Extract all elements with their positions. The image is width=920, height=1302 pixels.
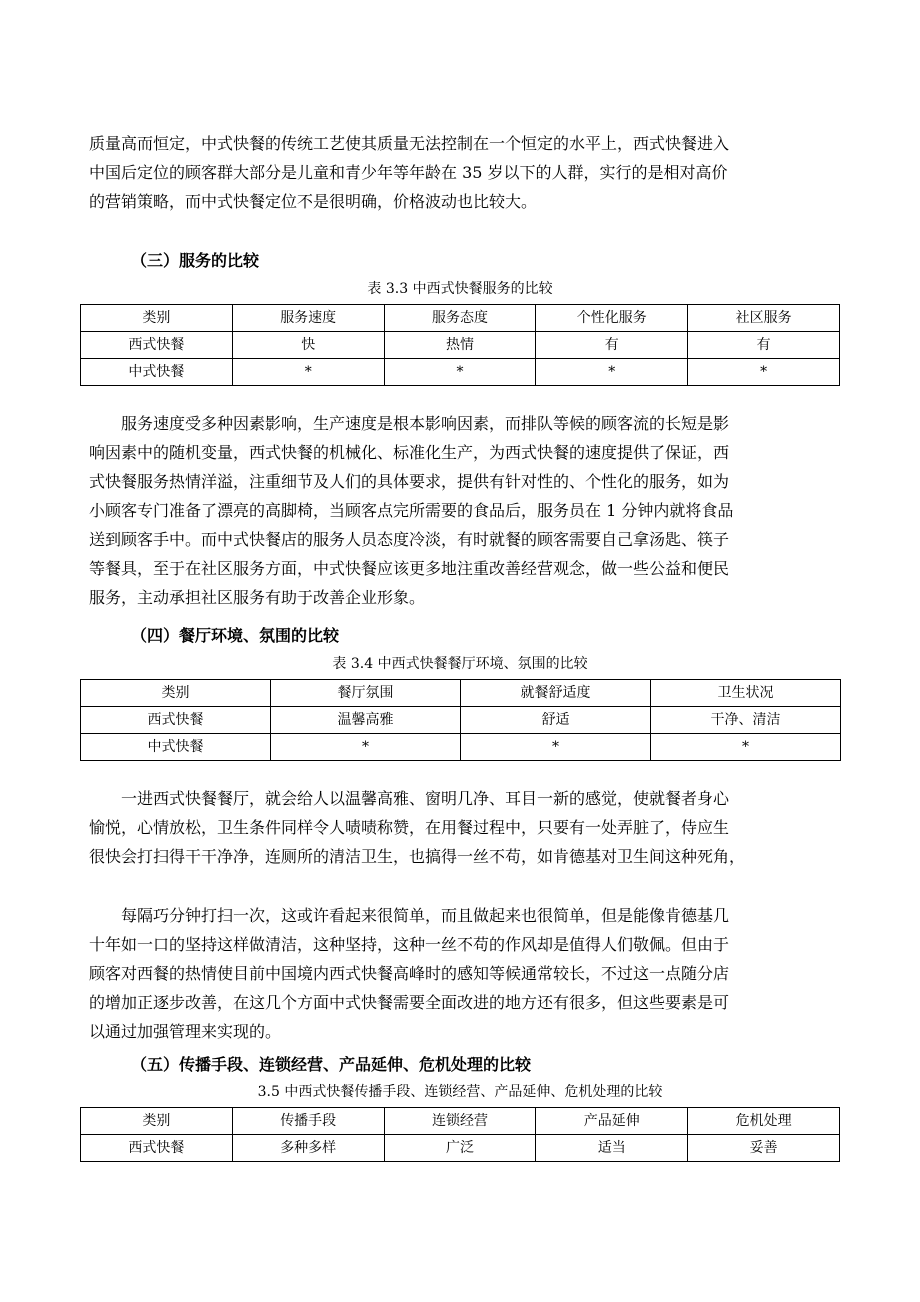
table-cell: * <box>384 359 536 386</box>
section-heading-communication: （五）传播手段、连锁经营、产品延伸、危机处理的比较 <box>131 1055 532 1074</box>
text-line: 式快餐服务热情洋溢，注重细节及人们的具体要求，提供有针对性的、个性化的服务，如为 <box>89 472 730 491</box>
text-line: 中国后定位的顾客群大部分是儿童和青少年等年龄在 35 岁以下的人群，实行的是相对高价 <box>89 163 728 182</box>
table-cell: 危机处理 <box>688 1108 840 1135</box>
table-caption-3-4: 表 3.4 中西式快餐餐厅环境、氛围的比较 <box>332 656 588 672</box>
text-line: 服务，主动承担社区服务有助于改善企业形象。 <box>89 588 426 607</box>
table-cell: * <box>271 734 461 761</box>
section-heading-service: （三）服务的比较 <box>131 251 260 270</box>
text-line: 十年如一口的坚持这样做清洁，这种坚持，这种一丝不苟的作风却是值得人们敬佩。但由于 <box>89 935 730 954</box>
table-cell: 快 <box>232 332 384 359</box>
table-cell: 就餐舒适度 <box>461 680 651 707</box>
table-cell: 热情 <box>384 332 536 359</box>
text-line: 的营销策略，而中式快餐定位不是很明确，价格波动也比较大。 <box>89 192 538 211</box>
table-cell: 个性化服务 <box>536 305 688 332</box>
table-cell: 社区服务 <box>688 305 840 332</box>
table-row <box>81 305 840 332</box>
table-cell: * <box>461 734 651 761</box>
text-line: 小顾客专门准备了漂亮的高脚椅，当顾客点完所需要的食品后，服务员在 1 分钟内就将食品 <box>89 501 734 520</box>
table-row <box>81 1135 840 1162</box>
table-cell: 有 <box>688 332 840 359</box>
table-row <box>81 332 840 359</box>
table-cell: 餐厅氛围 <box>271 680 461 707</box>
text-line: 送到顾客手中。而中式快餐店的服务人员态度冷淡，有时就餐的顾客需要自己拿汤匙、筷子 <box>89 530 730 549</box>
table-cell: 多种多样 <box>232 1135 384 1162</box>
table-cell: 中式快餐 <box>81 359 233 386</box>
text-line: 愉悦，心情放松，卫生条件同样令人啧啧称赞，在用餐过程中，只要有一处弄脏了，侍应生 <box>89 818 730 837</box>
table-cell: 类别 <box>81 1108 233 1135</box>
text-line: 很快会打扫得干干净净，连厕所的清洁卫生，也搞得一丝不苟，如肯德基对卫生间这种死角， <box>89 847 746 866</box>
text-line: 质量高而恒定，中式快餐的传统工艺使其质量无法控制在一个恒定的水平上，西式快餐进入 <box>89 134 730 153</box>
table-cell: * <box>651 734 841 761</box>
table-cell: 产品延伸 <box>536 1108 688 1135</box>
text-line: 顾客对西餐的热情使目前中国境内西式快餐高峰时的感知等候通常较长，不过这一点随分店 <box>89 964 730 983</box>
table-cell: 舒适 <box>461 707 651 734</box>
table-cell: 广泛 <box>384 1135 536 1162</box>
table-caption-3-3: 表 3.3 中西式快餐服务的比较 <box>367 281 553 297</box>
table-cell: 有 <box>536 332 688 359</box>
table-cell: 服务态度 <box>384 305 536 332</box>
table-row <box>81 359 840 386</box>
table-cell: 卫生状况 <box>651 680 841 707</box>
paragraph-service <box>89 409 841 612</box>
table-row <box>81 707 841 734</box>
table-cell: 中式快餐 <box>81 734 271 761</box>
paragraph-cleaning <box>89 901 841 1046</box>
table-cell: 传播手段 <box>232 1108 384 1135</box>
text-line: 每隔巧分钟打扫一次，这或许看起来很简单，而且做起来也很简单，但是能像肯德基几 <box>121 906 730 925</box>
table-cell: 温馨高雅 <box>271 707 461 734</box>
table-cell: 类别 <box>81 680 271 707</box>
table-communication-comparison <box>80 1107 840 1162</box>
table-caption-3-5: 3.5 中西式快餐传播手段、连锁经营、产品延伸、危机处理的比较 <box>257 1084 663 1100</box>
table-row <box>81 1108 840 1135</box>
table-cell: * <box>536 359 688 386</box>
paragraph-pricing <box>89 129 841 216</box>
section-heading-environment: （四）餐厅环境、氛围的比较 <box>131 626 340 645</box>
table-cell: 妥善 <box>688 1135 840 1162</box>
table-environment-comparison <box>80 679 841 761</box>
table-cell: 西式快餐 <box>81 332 233 359</box>
text-line: 服务速度受多种因素影响，生产速度是根本影响因素，而排队等候的顾客流的长短是影 <box>121 414 730 433</box>
table-row <box>81 734 841 761</box>
table-cell: 西式快餐 <box>81 707 271 734</box>
table-cell: 西式快餐 <box>81 1135 233 1162</box>
text-line: 响因素中的随机变量，西式快餐的机械化、标准化生产，为西式快餐的速度提供了保证，西 <box>89 443 730 462</box>
text-line: 一进西式快餐餐厅，就会给人以温馨高雅、窗明几净、耳目一新的感觉，使就餐者身心 <box>121 789 730 808</box>
paragraph-environment <box>89 784 841 871</box>
table-cell: 干净、清洁 <box>651 707 841 734</box>
table-cell: 连锁经营 <box>384 1108 536 1135</box>
table-cell: * <box>232 359 384 386</box>
table-cell: 适当 <box>536 1135 688 1162</box>
text-line: 以通过加强管理来实现的。 <box>89 1022 282 1041</box>
text-line: 等餐具，至于在社区服务方面，中式快餐应该更多地注重改善经营观念，做一些公益和便民 <box>89 559 730 578</box>
table-cell: 类别 <box>81 305 233 332</box>
table-service-comparison <box>80 304 840 386</box>
table-row <box>81 680 841 707</box>
table-cell: 服务速度 <box>232 305 384 332</box>
text-line: 的增加正逐步改善，在这几个方面中式快餐需要全面改进的地方还有很多，但这些要素是可 <box>89 993 730 1012</box>
table-cell: * <box>688 359 840 386</box>
